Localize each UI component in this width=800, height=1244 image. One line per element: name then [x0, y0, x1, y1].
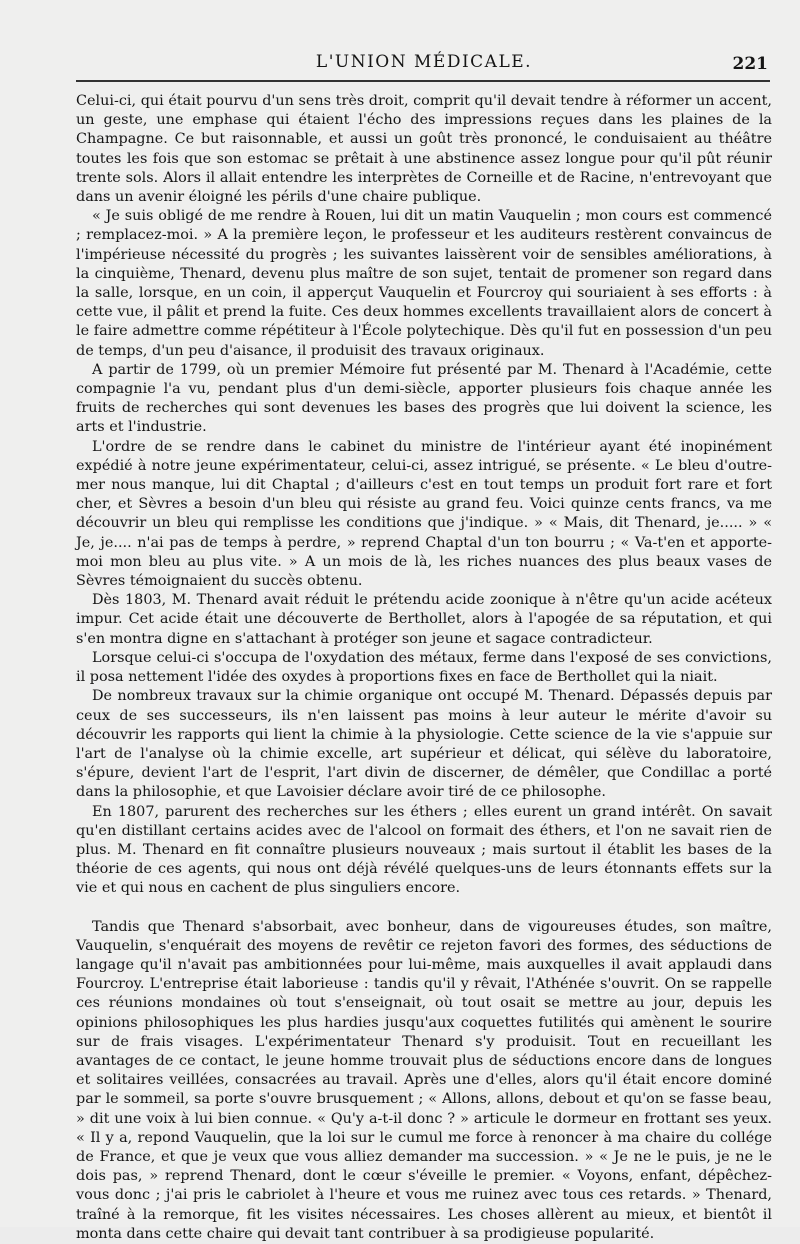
paragraph: Tandis que Thenard s'absorbait, avec bonheur, dans de vigoureuses études, son maître, Vauquelin, s'enquérait des moyens de revêtir ce rejeton favori des formes, des séductions de langage qu'il n'avait pas ambitionnées pour lui-même, mais auxquelles il avait applaudi dans Fourcroy. L'entreprise était laborieuse : tandis qu'il y rêvait, l'Athénée s'ouvrit. On se rappelle ces réunions mondaines où tout s'enseignait, où tout osait se mettre au jour, depuis les opinions philosophiques les plus hardies jusqu'aux coquettes futilités qui amènent le sourire sur de frais visages. L'expérimentateur Thenard s'y produisit. Tout en recueillant les avantages de ce contact, le jeune homme trouvait plus de séductions encore dans de longues et solitaires veillées, consacrées au travail. Après une d'elles, alors qu'il était encore dominé par le sommeil, sa porte s'ouvre brusquement ; « Allons, allons, debout et qu'on se fasse beau, » dit une voix à lui bien connue. « Qu'y a-t-il donc ? » articule le dormeur en frottant ses yeux. « Il y a, repond Vauquelin, que la loi sur le cumul me force à renoncer à ma chaire du collége de France, et que je veux que vous alliez demander ma succession. » « Je ne le puis, je ne le dois pas, » reprend Thenard, dont le cœur s'éveille le premier. « Voyons, enfant, dépêchez-vous donc ; j'ai pris le cabriolet à l'heure et vous me ruinez avec tous ces retards. » Thenard, traîné à la remorque, fit les visites nécessaires. Les choses allèrent au mieux, et bientôt il monta dans cette chaire qui devait tant contribuer à sa prodigieuse popularité. — [76, 918, 772, 1242]
page-number: 221 — [732, 54, 768, 74]
header-rule — [76, 80, 770, 82]
paragraph: Dès 1803, M. Thenard avait réduit le prétendu acide zoonique à n'être qu'un acide acéteux impur. Cet acide était une découverte de Berthollet, alors à l'apogée de sa réputation, et qui s'en montra digne en s'attachant à protéger son jeune et sagace contradicteur. — [76, 592, 772, 647]
running-header — [80, 52, 768, 80]
paragraph: Celui-ci, qui était pourvu d'un sens très droit, comprit qu'il devait tendre à réformer un accent, un geste, une emphase qui étaient l'écho des impressions reçues dans les plaines de la Champagne. Ce but raisonnable, et aussi un goût très prononcé, le conduisaient au théâtre toutes les fois que son estomac se prêtait à une abstinence assez longue pour qu'il pût réunir trente sols. Alors il allait entendre les interprètes de Corneille et de Racine, n'entrevoyant que dans un avenir éloigné les périls d'une chaire publique. — [76, 93, 772, 206]
paragraph: Lorsque celui-ci s'occupa de l'oxydation des métaux, ferme dans l'exposé de ses convictions, il posa nettement l'idée des oxydes à proportions fixes en face de Berthollet qui la niait. — [76, 649, 772, 686]
paragraph: De nombreux travaux sur la chimie organique ont occupé M. Thenard. Dépassés depuis par ceux de ses successeurs, ils n'en laissent pas moins à leur auteur le mérite d'avoir su découvrir les rapports qui lient la chimie à la physiologie. Cette science de la vie s'appuie sur l'art de l'analyse où la chimie excelle, art supérieur et délicat, qui sélève du laboratoire, s'épure, devient l'art de l'esprit, l'art divin de discerner, de démêler, que Condillac a porté dans la philosophie, et que Lavoisier déclare avoir tiré de ce philosophe. — [76, 688, 772, 801]
article-body — [76, 92, 772, 1244]
paragraph: A partir de 1799, où un premier Mémoire fut présenté par M. Thenard à l'Académie, cette compagnie l'a vu, pendant plus d'un demi-siècle, apporter plusieurs fois chaque année les fruits de recherches qui sont devenues les bases des progrès que lui doivent la science, les arts et l'industrie. — [76, 361, 772, 436]
paragraph: En 1807, parurent des recherches sur les éthers ; elles eurent un grand intérêt. On savait qu'en distillant certains acides avec de l'alcool on formait des éthers, et l'on ne savait rien de plus. M. Thenard en fit connaître plusieurs nouveaux ; mais surtout il établit les bases de la théorie de ces agents, qui nous ont déjà révélé quelques-uns de leurs étonnants effets sur la vie et qui nous en cachent de plus singuliers encore. — [76, 803, 772, 897]
paragraph: « Je suis obligé de me rendre à Rouen, lui dit un matin Vauquelin ; mon cours est commencé ; remplacez-moi. » A la première leçon, le professeur et les auditeurs restèrent convaincus de l'impérieuse nécessité du progrès ; les suivantes laissèrent voir de sensibles améliorations, à la cinquième, Thenard, devenu plus maître de son sujet, tentait de promener son regard dans la salle, lorsque, en un coin, il apperçut Vauquelin et Fourcroy qui souriaient à ses efforts : à cette vue, il pâlit et prend la fuite. Ces deux hommes excellents travaillaient alors de concert à le faire admettre comme répétiteur à l'École polytechique. Dès qu'il fut en possession d'un peu de temps, d'un peu d'aisance, il produisit des travaux originaux. — [76, 208, 772, 359]
paragraph: L'ordre de se rendre dans le cabinet du ministre de l'intérieur ayant été inopinément expédié à notre jeune expérimentateur, celui-ci, assez intrigué, se présente. « Le bleu d'outre-mer nous manque, lui dit Chaptal ; d'ailleurs c'est en tout temps un produit fort rare et fort cher, et Sèvres a besoin d'un bleu qui résiste au grand feu. Voici quinze cents francs, va me découvrir un bleu qui remplisse les conditions que j'indique. » « Mais, dit Thenard, je..... » « Je, je.... n'ai pas de temps à perdre, » reprend Chaptal d'un ton bourru ; « Va-t'en et apporte-moi mon bleu au plus vite. » A un mois de là, les riches nuances des plus beaux vases de Sèvres témoignaient du succès obtenu. — [76, 438, 772, 590]
journal-title: L'UNION MÉDICALE. — [315, 52, 533, 72]
